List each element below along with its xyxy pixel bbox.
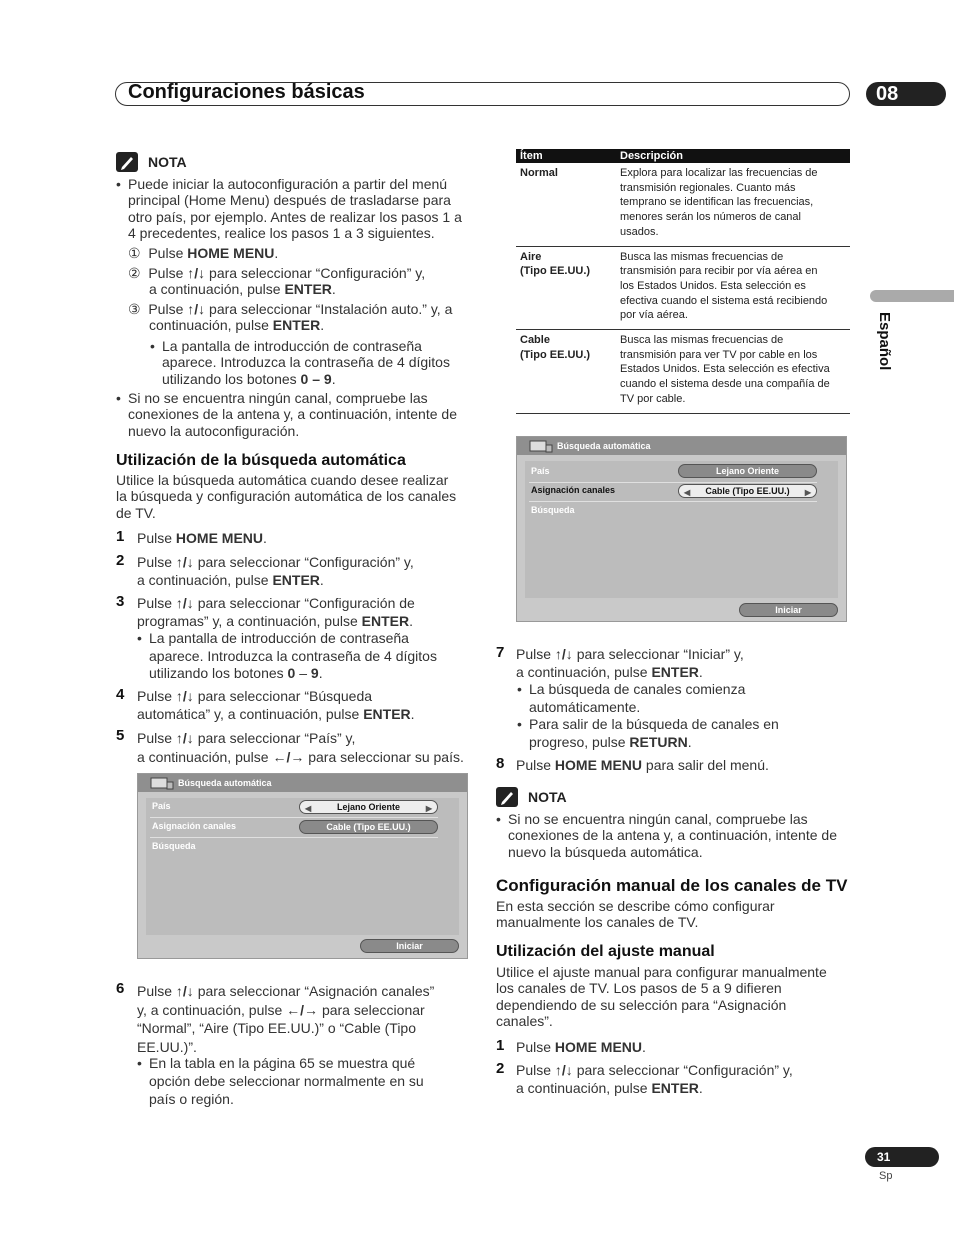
step-6: Pulse ↑/↓ para seleccionar “Asignación canales” y, a continuación, pulse ←/→ para seleccionar “Normal”, “Aire (Tipo EE.UU.)” o “Cable (Tipo EE.UU.)”. [137,983,435,1055]
note-pencil-icon [496,787,518,807]
divider [150,817,438,818]
divider [150,837,438,838]
section-intro: En esta sección se describe cómo configurar manualmente los canales de TV. [496,898,775,931]
step-number: 2 [496,1060,505,1077]
step-4: Pulse ↑/↓ para seleccionar “Búsqueda automática” y, a continuación, pulse ENTER. [137,688,415,722]
screen-row-label: Búsqueda [531,505,575,515]
step-number: 1 [496,1037,505,1054]
table-header: Ítem [516,149,616,163]
channel-assignment-selector[interactable]: ◀ Cable (Tipo EE.UU.) ▶ [678,484,817,498]
substep-2: ② Pulse ↑/↓ para seleccionar “Configuración” y, a continuación, pulse ENTER. [128,265,426,298]
substep-3-note: La pantalla de introducción de contraseña aparece. Introduzca la contraseña de 4 dígitos utilizando los botones 0 – 9. [162,338,450,387]
step-7-bullet: • [517,681,522,697]
substep-1: ① Pulse HOME MENU. [128,245,279,261]
table-row: Normal Explora para localizar las frecuencias de transmisión regionales. Cuanto más temprano se identifican las frecuencias, menores serán los números de canal usados. [516,163,850,246]
step-2: Pulse ↑/↓ para seleccionar “Configuración” y, a continuación, pulse ENTER. [137,554,414,588]
step-number: 6 [116,980,125,997]
step-3: Pulse ↑/↓ para seleccionar “Configuración de programas” y, a continuación, pulse ENTER. [137,595,415,629]
step-number: 8 [496,755,505,772]
step-3-bullet: • [137,630,142,646]
tv-icon [150,776,174,790]
step-6-bullet: • [137,1055,142,1071]
start-button[interactable]: Iniciar [739,603,838,617]
note-bullet: • [116,390,121,406]
note-text: Si no se encuentra ningún canal, compruebe las conexiones de la antena y, a continuación, intente de nuevo la búsqueda automática. [508,811,837,860]
language-tab: Español [876,312,893,371]
substep-3-bullet: • [150,338,155,354]
screen-title: Búsqueda automática [138,774,467,792]
step-number: 3 [116,593,125,610]
step-7-note-1: La búsqueda de canales comienza automáticamente. [529,681,746,715]
country-selector[interactable]: ◀ Lejano Oriente ▶ [299,800,438,814]
screen-row-label: Búsqueda [152,841,196,851]
note-bullet: • [116,176,121,192]
page-number: 31 [865,1147,939,1167]
tv-icon [529,439,553,453]
subsection-intro: Utilice el ajuste manual para configurar manualmente los canales de TV. Los pasos de 5 a 9 difieren dependiendo de su selección para “Asignación canales”. [496,964,827,1029]
manual-step-1: Pulse HOME MENU. [516,1039,646,1055]
step-7-bullet: • [517,716,522,732]
step-number: 7 [496,644,505,661]
screen-row-label: Asignación canales [531,485,616,495]
step-number: 5 [116,727,125,744]
note-pencil-icon [116,152,138,172]
note-label: NOTA [528,789,567,805]
step-5: Pulse ↑/↓ para seleccionar “País” y, a continuación, pulse ←/→ para seleccionar su país. [137,730,464,765]
step-6-note: En la tabla en la página 65 se muestra qué opción debe seleccionar normalmente en su país o región. [149,1055,424,1107]
screen-row-label: Asignación canales [152,821,237,831]
section-heading: Utilización de la búsqueda automática [116,452,406,469]
manual-step-2: Pulse ↑/↓ para seleccionar “Configuración” y, a continuación, pulse ENTER. [516,1062,793,1096]
step-number: 4 [116,686,125,703]
divider [529,482,817,483]
note-text-2: Si no se encuentra ningún canal, compruebe las conexiones de la antena y, a continuación, intente de nuevo la autoconfiguración. [128,390,457,439]
screen-auto-search [137,773,468,959]
screen-title: Búsqueda automática [517,437,846,455]
step-number: 2 [116,552,125,569]
screen-panel [146,798,459,935]
screen-row-label: País [152,801,171,811]
screen-row-label: País [531,466,550,476]
country-selector[interactable]: Lejano Oriente [678,464,817,478]
chapter-badge: 08 [866,82,946,106]
note-text: Puede iniciar la autoconfiguración a partir del menú principal (Home Menu) después de trasladarse para otro país, por ejemplo. Antes de realizar los pasos 1 a 4 precedentes, realice los pasos 1 a 3 siguientes. [128,176,462,241]
note-label: NOTA [148,154,187,170]
substep-3: ③ Pulse ↑/↓ para seleccionar “Instalación auto.” y, a continuación, pulse ENTER. [128,301,453,334]
table-row: Cable (Tipo EE.UU.) Busca las mismas frecuencias de transmisión para ver TV por cable en los Estados Unidos. Esta selección es efectiva cuando el sistema desde una compañía de TV por cable. [516,330,850,414]
table-row: Aire (Tipo EE.UU.) Busca las mismas frecuencias de transmisión para recibir por vía aérea en los Estados Unidos. Esta selección es efectiva cuando el sistema está recibiendo por vía aérea. [516,246,850,330]
table-header: Descripción [616,149,850,163]
section-heading: Configuración manual de los canales de TV [496,876,848,895]
side-tab [870,290,954,302]
step-7-note-2: Para salir de la búsqueda de canales en progreso, pulse RETURN. [529,716,779,750]
channel-assignment-table [516,149,850,414]
step-8: Pulse HOME MENU para salir del menú. [516,757,769,773]
note-bullet: • [496,811,501,827]
channel-assignment-selector[interactable]: Cable (Tipo EE.UU.) [299,820,438,834]
step-3-note: La pantalla de introducción de contraseña aparece. Introduzca la contraseña de 4 dígitos utilizando los botones 0 – 9. [149,630,437,681]
page-lang: Sp [879,1170,893,1182]
start-button[interactable]: Iniciar [360,939,459,953]
subsection-heading: Utilización del ajuste manual [496,943,715,960]
step-number: 1 [116,528,125,545]
screen-auto-search [516,436,847,622]
step-1: Pulse HOME MENU. [137,530,267,546]
divider [529,501,817,502]
page-title: Configuraciones básicas [128,81,365,103]
section-intro: Utilice la búsqueda automática cuando desee realizar la búsqueda y configuración automática de los canales de TV. [116,472,457,521]
step-7: Pulse ↑/↓ para seleccionar “Iniciar” y, a continuación, pulse ENTER. [516,646,744,680]
